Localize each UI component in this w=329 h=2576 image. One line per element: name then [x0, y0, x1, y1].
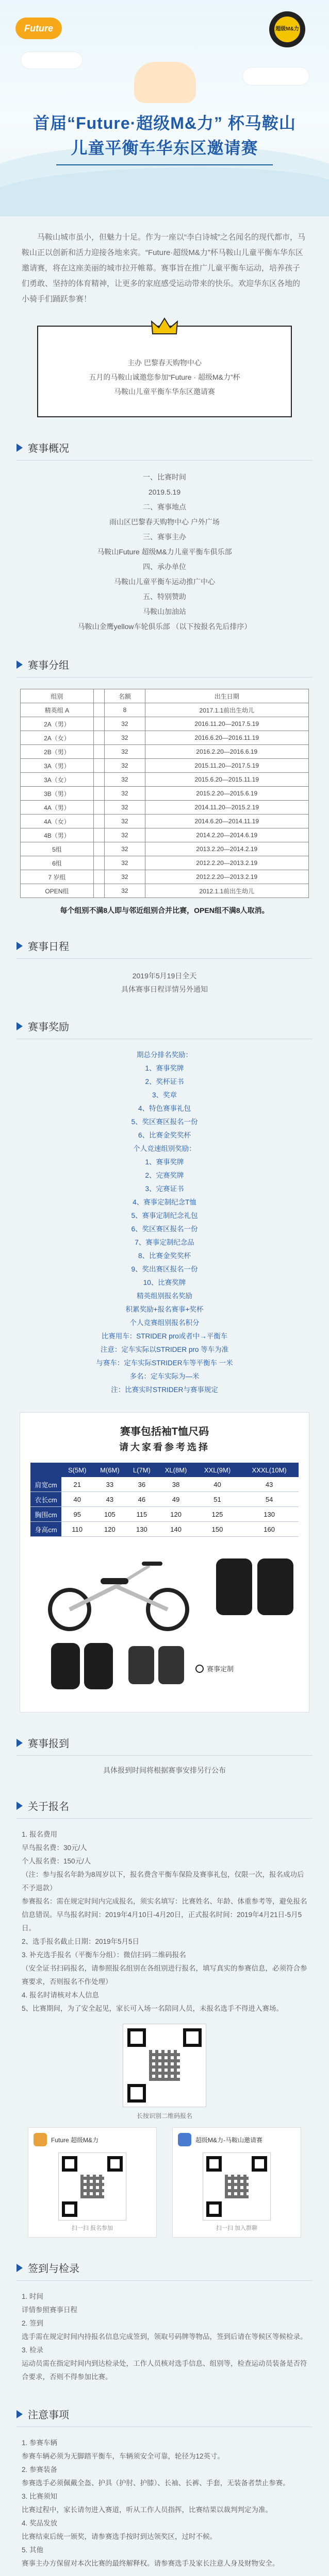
table-cell: 32 — [105, 828, 145, 842]
table-cell: 32 — [105, 745, 145, 759]
table-cell: 7 岁组 — [21, 870, 94, 884]
qr-finder-icon — [183, 2028, 202, 2047]
award-item: 6、奖区赛区报名一份 — [131, 1225, 198, 1233]
circle-icon — [195, 1665, 204, 1673]
qr-card-header — [178, 2133, 295, 2146]
table-header: 组别 — [21, 689, 94, 703]
groups-table — [20, 689, 309, 898]
overview-item: 四、承办单位 — [143, 563, 186, 571]
qr-finder-icon — [62, 2201, 77, 2217]
knee-pad-icon — [216, 1558, 252, 1615]
award-item: 8、比赛金奖奖杯 — [138, 1252, 191, 1260]
gear-photo — [20, 1545, 309, 1700]
groups-table-body — [21, 703, 309, 898]
section-header-report — [17, 1735, 329, 1750]
schedule-line: 具体赛事日程详情另外通知 — [121, 985, 208, 993]
signup-qr-code[interactable] — [123, 2024, 206, 2107]
gear-caption — [195, 1664, 234, 1673]
size-row-label: 肩宽cm — [30, 1477, 61, 1492]
award-item: 3、完赛证书 — [145, 1185, 184, 1193]
award-item: 10、比赛奖牌 — [143, 1279, 186, 1286]
table-cell: 2016.2.20—2016.6.19 — [145, 745, 308, 759]
signup-line: 5、比赛期间，为了安全起见，家长可入场一名陪同人员，未报名选手不得进入赛场。 — [22, 2005, 284, 2012]
footer-space — [0, 2570, 329, 2576]
table-header-row — [21, 689, 309, 703]
table-cell: 3A（男） — [21, 759, 94, 773]
section-title: 赛事报到 — [28, 1738, 69, 1750]
table-cell — [93, 773, 104, 787]
qr-code[interactable] — [203, 2153, 271, 2221]
overview-item: 二、赛事地点 — [143, 503, 186, 511]
award-item: 注：比赛实时STRIDER与赛事规定 — [111, 1386, 218, 1394]
future-logo: Future — [15, 18, 62, 39]
size-col-header — [30, 1463, 61, 1477]
award-item: 与赛车：定车实际STRIDER车等平衡车 一米 — [96, 1359, 233, 1367]
table-cell: 32 — [105, 759, 145, 773]
qr-card-left[interactable] — [28, 2127, 157, 2238]
award-item: 5、奖区赛区报名一份 — [131, 1118, 198, 1126]
table-cell — [93, 884, 104, 898]
table-row — [21, 856, 309, 870]
overview-item: 五、特别赞助 — [143, 592, 186, 601]
size-chart-subtitle: 请大家看参考选择 — [119, 1442, 210, 1452]
size-cell: 36 — [126, 1477, 157, 1492]
kid-illustration — [134, 62, 196, 103]
table-row — [21, 731, 309, 745]
table-cell: 2015.2.20—2015.6.19 — [145, 787, 308, 801]
table-cell: 3B（男） — [21, 787, 94, 801]
table-row — [21, 815, 309, 828]
table-row — [21, 773, 309, 787]
note-line: 比赛过程中，家长请勿进入赛道，听从工作人员指挥，比赛结果以裁判判定为准。 — [22, 2506, 272, 2514]
size-cell: 95 — [61, 1507, 93, 1522]
award-item: 2、完赛奖牌 — [145, 1172, 184, 1179]
triangle-icon — [17, 2264, 23, 2272]
section-title: 赛事日程 — [28, 941, 69, 953]
qr-pattern — [225, 2175, 249, 2198]
qr-finder-icon — [107, 2156, 123, 2172]
size-col-header: M(6M) — [93, 1463, 126, 1477]
award-item: 个人竞速组别奖励： — [133, 1145, 196, 1153]
club-logo-text: 超级M&力 — [274, 16, 300, 42]
checkin-line: 运动员需在指定时间内到达检录处，工作人员核对选手信息、组别等，检查运动员装备是否符合要求，否则不得参加比赛。 — [22, 2360, 307, 2381]
signup-line: （安全证书扫码报名，请参照报名组别在各组别进行报名，填写真实的参赛信息，必须符合参赛要求，否则报名不作处理） — [22, 1964, 307, 1986]
elbow-pad-icon — [51, 1643, 80, 1689]
size-cell: 105 — [93, 1507, 126, 1522]
award-item: 精英组别报名奖励 — [137, 1292, 192, 1300]
signup-line: 4. 报名时请核对本人信息 — [22, 1991, 100, 1999]
table-row — [21, 842, 309, 856]
size-col-header: XXXL(10M) — [240, 1463, 299, 1477]
size-table-body — [30, 1477, 299, 1537]
overview-item: 马鞍山儿童平衡车运动推广中心 — [114, 578, 215, 586]
triangle-icon — [17, 1802, 23, 1810]
award-item: 4、特色赛事礼包 — [138, 1105, 191, 1112]
table-cell: 5组 — [21, 842, 94, 856]
size-table-header — [30, 1463, 299, 1477]
section-title: 签到与检录 — [28, 2263, 79, 2275]
table-cell: 4A（男） — [21, 801, 94, 815]
gear-caption-text: 赛事定制 — [207, 1665, 234, 1673]
hero-banner — [0, 0, 329, 216]
signup-line: 早鸟报名费：30元/人 — [22, 1844, 87, 1852]
signup-list — [0, 1828, 329, 2015]
size-cell: 40 — [61, 1492, 93, 1507]
award-item: 1、赛事奖牌 — [145, 1064, 184, 1072]
table-cell: 2A（女） — [21, 731, 94, 745]
table-cell — [93, 856, 104, 870]
checkin-line: 详情参照赛事日程 — [22, 2306, 77, 2314]
size-cell: 115 — [126, 1507, 157, 1522]
award-item: 积累奖励+报名赛事+奖杯 — [125, 1306, 204, 1313]
divider — [17, 2280, 312, 2281]
size-cell: 120 — [93, 1522, 126, 1537]
size-row-label: 衣长cm — [30, 1492, 61, 1507]
triangle-icon — [17, 942, 23, 950]
triangle-icon — [17, 444, 23, 452]
table-cell — [93, 801, 104, 815]
table-cell: 2014.11.20—2015.2.19 — [145, 801, 308, 815]
size-cell: 51 — [195, 1492, 240, 1507]
glove-icon — [158, 1646, 184, 1684]
table-cell: 2012.2.20—2013.2.19 — [145, 856, 308, 870]
host-card — [37, 326, 292, 417]
award-item: 多名：定车实际为—米 — [129, 1372, 200, 1380]
knee-pad-icon — [257, 1558, 293, 1615]
divider — [17, 460, 312, 461]
divider — [17, 958, 312, 959]
table-header — [93, 689, 104, 703]
schedule-line: 2019年5月19日全天 — [132, 972, 197, 980]
awards-list — [0, 1048, 329, 1397]
note-line: 4. 奖品发放 — [22, 2519, 58, 2527]
award-item: 4、赛事定制纪念T恤 — [133, 1198, 196, 1206]
table-cell — [93, 717, 104, 731]
section-header-schedule — [17, 938, 329, 953]
table-cell: 2012.2.20—2013.2.19 — [145, 870, 308, 884]
table-cell — [93, 870, 104, 884]
overview-item: 马鞍山金鹰yellow车轮俱乐部 （以下按报名先后排序） — [77, 622, 252, 631]
section-header-overview — [17, 440, 329, 455]
size-cell: 130 — [240, 1507, 299, 1522]
size-col-header: S(5M) — [61, 1463, 93, 1477]
table-cell: 2012.1.1前出生幼儿 — [145, 884, 308, 898]
size-cell: 150 — [195, 1522, 240, 1537]
cloud-decoration — [21, 52, 83, 69]
size-table — [30, 1463, 299, 1537]
triangle-icon — [17, 1739, 23, 1747]
table-cell: 2B（男） — [21, 745, 94, 759]
table-cell — [93, 745, 104, 759]
table-cell: 6组 — [21, 856, 94, 870]
size-cell: 110 — [61, 1522, 93, 1537]
award-item: 比赛用车：STRIDER pro或者中→平衡车 — [101, 1332, 228, 1340]
qr-finder-icon — [252, 2156, 267, 2172]
size-cell: 130 — [126, 1522, 157, 1537]
host-line: 主办 巴黎春天购物中心 — [127, 359, 202, 367]
table-cell: 32 — [105, 731, 145, 745]
section-title: 注意事项 — [28, 2410, 69, 2421]
note-line: 参赛车辆必须为无脚踏平衡车，车辆须安全可靠，轮径为12英寸。 — [22, 2452, 225, 2460]
note-line: 赛事主办方保留对本次比赛的最终解释权。请参赛选手及家长注意人身及财物安全。 — [22, 2560, 279, 2567]
qr-code[interactable] — [58, 2153, 126, 2221]
host-line: 五月的马鞍山诚邀您参加“Future · 超级M&力”杯 — [89, 373, 240, 381]
section-header-groups — [17, 657, 329, 672]
qr-caption: 长按识别二维码报名 — [136, 2112, 192, 2120]
table-cell: 2017.1.1前出生幼儿 — [145, 703, 308, 717]
qr-card-right[interactable] — [172, 2127, 301, 2238]
table-row — [21, 745, 309, 759]
table-row — [21, 759, 309, 773]
table-row — [21, 828, 309, 842]
award-item: 7、赛事定制纪念品 — [135, 1239, 194, 1246]
table-cell: 2014.6.20—2014.11.19 — [145, 815, 308, 828]
glove-icon — [128, 1646, 154, 1684]
table-cell: 2016.6.20—2016.11.19 — [145, 731, 308, 745]
triangle-icon — [17, 660, 23, 669]
table-cell — [93, 815, 104, 828]
table-cell: 32 — [105, 815, 145, 828]
schedule-text — [0, 969, 329, 996]
host-line: 马鞍山儿童平衡车华东区邀请赛 — [114, 387, 215, 396]
table-header: 出生日期 — [145, 689, 308, 703]
table-cell: 32 — [105, 717, 145, 731]
award-item: 9、奖出赛区报名一份 — [131, 1265, 198, 1273]
note-line: 1. 参赛车辆 — [22, 2439, 58, 2447]
table-cell: 32 — [105, 773, 145, 787]
table-cell: 32 — [105, 787, 145, 801]
table-row — [21, 870, 309, 884]
table-cell: 2014.2.20—2014.6.19 — [145, 828, 308, 842]
table-cell — [93, 828, 104, 842]
table-cell: 8 — [105, 703, 145, 717]
size-cell: 46 — [126, 1492, 157, 1507]
qr-pattern — [80, 2175, 104, 2198]
overview-item: 2019.5.19 — [148, 488, 181, 496]
table-cell — [93, 731, 104, 745]
section-header-checkin — [17, 2260, 329, 2275]
section-header-awards — [17, 1019, 329, 1033]
title-divider — [56, 164, 273, 165]
signup-qr-wrap — [0, 2024, 329, 2107]
award-item: 个人竞赛组别报名积分 — [129, 1319, 200, 1327]
award-item: 2、奖杯证书 — [145, 1078, 184, 1086]
size-row-label: 身高cm — [30, 1522, 61, 1537]
size-cell: 120 — [157, 1507, 194, 1522]
groups-note: 每个组别不满8人即与邻近组别合并比赛，OPEN组不满8人取消。 — [60, 906, 269, 914]
section-title: 赛事概况 — [28, 443, 69, 454]
table-cell: 2013.2.20—2014.2.19 — [145, 842, 308, 856]
overview-list — [0, 470, 329, 634]
table-header: 名额 — [105, 689, 145, 703]
qr-card-header — [34, 2133, 151, 2146]
table-cell: 32 — [105, 884, 145, 898]
signup-line: 个人报名费：150元/人 — [22, 1857, 91, 1865]
size-cell: 40 — [195, 1477, 240, 1492]
table-cell: 2A（男） — [21, 717, 94, 731]
table-row — [21, 703, 309, 717]
table-cell: 32 — [105, 870, 145, 884]
event-title — [0, 111, 329, 165]
table-row — [30, 1507, 299, 1522]
table-cell: 4A（女） — [21, 815, 94, 828]
qr-finder-icon — [206, 2156, 222, 2172]
note-line: 3. 比赛须知 — [22, 2493, 58, 2500]
qr-card-name: Future 超级M&力 — [51, 2136, 99, 2144]
intro-paragraph: 马鞍山城市虽小，但魅力十足。作为一座以“李白诗城”之名闻名的现代都市，马鞍山正以创新和活力迎接各地来宾。“Future·超级M&力”杯马鞍山儿童平衡车华东区邀请赛，将在这座美丽的城市拉开帷幕。赛事旨在推广儿童平衡车运动，培养孩子们勇敢、坚持的体育精神，让更多的家庭感受运动带来的快乐。欢迎华东区各地的小骑手们踊跃参赛！ — [22, 233, 305, 303]
overview-item: 雨山区巴黎春天购物中心 户外广场 — [109, 518, 220, 526]
table-cell: 32 — [105, 842, 145, 856]
divider — [17, 1755, 312, 1756]
table-cell: 精英组 A — [21, 703, 94, 717]
title-line-2: 儿童平衡车华东区邀请赛 — [71, 139, 258, 157]
table-cell: 3A（女） — [21, 773, 94, 787]
overview-item: 马鞍山加油站 — [143, 607, 186, 616]
size-cell: 125 — [195, 1507, 240, 1522]
table-row — [21, 717, 309, 731]
table-cell: 4B（男） — [21, 828, 94, 842]
signup-line: （注：参与报名年龄为8周岁以下，报名费含平衡车保险及赛事礼包，仅限一次，报名成功后不予退款） — [22, 1871, 304, 1892]
table-cell — [93, 703, 104, 717]
size-col-header: L(7M) — [126, 1463, 157, 1477]
table-row — [30, 1492, 299, 1507]
size-chart-title: 赛事包括袖T恤尺码 — [120, 1426, 209, 1437]
table-cell: 2015.11.20—2017.5.19 — [145, 759, 308, 773]
qr-finder-icon — [127, 2028, 146, 2047]
award-item: 6、比赛金奖奖杯 — [138, 1131, 191, 1139]
size-cell: 38 — [157, 1477, 194, 1492]
elbow-pad-icon — [84, 1643, 113, 1689]
table-cell — [93, 759, 104, 773]
section-title: 赛事分组 — [28, 660, 69, 671]
award-item: 注意：定车实际以STRIDER pro 等车为准 — [100, 1346, 229, 1353]
table-row — [30, 1522, 299, 1537]
table-cell — [93, 842, 104, 856]
qr-card-caption: 扫一扫 报名参加 — [71, 2225, 113, 2231]
section-header-notes — [17, 2406, 329, 2421]
award-item: 5、赛事定制纪念礼包 — [131, 1212, 198, 1219]
triangle-icon — [17, 1022, 23, 1030]
signup-line: 3. 补充选手报名（平衡车分组）：微信扫码二维码报名 — [22, 1951, 186, 1959]
table-row — [21, 787, 309, 801]
divider — [17, 1818, 312, 1819]
title-line-1: 首届“Future·超级M&力” 杯马鞍山 — [33, 114, 296, 132]
qr-pattern — [149, 2050, 180, 2081]
qr-card-pair — [0, 2127, 329, 2238]
qr-finder-icon — [127, 2084, 146, 2103]
section-title: 赛事奖励 — [28, 1022, 69, 1033]
checkin-line: 选手需在规定时间内持报名信息完成签到，领取号码牌等物品，签到后请在等候区等候检录。 — [22, 2333, 307, 2341]
award-item: 期总分排名奖励： — [137, 1051, 192, 1059]
note-line: 参赛选手必须佩戴全盔、护具（护肘、护膝）、长袖、长裤、手套，无装备者禁止参赛。 — [22, 2479, 290, 2487]
size-cell: 33 — [93, 1477, 126, 1492]
size-cell: 49 — [157, 1492, 194, 1507]
table-row — [21, 884, 309, 898]
overview-item: 一、比赛时间 — [143, 473, 186, 481]
note-line: 5. 其他 — [22, 2546, 44, 2554]
table-cell: 2016.11.20—2017.5.19 — [145, 717, 308, 731]
triangle-icon — [17, 2410, 23, 2418]
qr-finder-icon — [62, 2156, 77, 2172]
table-cell: 32 — [105, 856, 145, 870]
cloud-decoration — [242, 67, 309, 86]
checkin-line: 2. 签到 — [22, 2319, 44, 2327]
signup-line: 参赛报名：需在规定时间内完成报名，须实名填写：比赛姓名、年龄、体重参考等，避免报名信息错误。早鸟报名时间：2019年4月10日-4月20日，正式报名时间：2019年4月21日-5月5日。 — [22, 1897, 307, 1932]
size-cell: 160 — [240, 1522, 299, 1537]
award-item: 3、奖章 — [152, 1091, 177, 1099]
overview-item: 马鞍山Future 超级M&力儿童平衡车俱乐部 — [97, 548, 232, 556]
size-cell: 140 — [157, 1522, 194, 1537]
table-cell: 32 — [105, 801, 145, 815]
checkin-line: 1. 时间 — [22, 2293, 44, 2300]
size-cell: 21 — [61, 1477, 93, 1492]
note-line: 比赛结束后统一颁奖，请参赛选手按时到达领奖区，过时不候。 — [22, 2533, 217, 2540]
table-cell: 2015.6.20—2015.11.19 — [145, 773, 308, 787]
qr-finder-icon — [206, 2201, 222, 2217]
checkin-line: 3. 检录 — [22, 2346, 44, 2354]
overview-item: 三、赛事主办 — [143, 533, 186, 541]
table-cell: OPEN组 — [21, 884, 94, 898]
size-cell: 54 — [240, 1492, 299, 1507]
avatar — [178, 2133, 191, 2146]
section-title: 关于报名 — [28, 1801, 69, 1812]
note-line: 2. 参赛装备 — [22, 2466, 58, 2473]
size-col-header: XL(8M) — [157, 1463, 194, 1477]
table-cell — [93, 787, 104, 801]
size-row-label: 胸围cm — [30, 1507, 61, 1522]
crown-icon — [151, 317, 178, 336]
checkin-list — [0, 2290, 329, 2384]
size-cell: 43 — [93, 1492, 126, 1507]
report-text: 具体报到时间将根据赛事安排另行公布 — [103, 1766, 226, 1774]
qr-card-name: 超级M&力-马鞍山邀请赛 — [195, 2136, 262, 2144]
signup-line: 2、选手报名截止日期：2019年5月5日 — [22, 1938, 140, 1945]
award-item: 1、赛事奖牌 — [145, 1158, 184, 1166]
size-col-header: XXL(9M) — [195, 1463, 240, 1477]
avatar — [34, 2133, 47, 2146]
size-cell: 43 — [240, 1477, 299, 1492]
table-row — [21, 801, 309, 815]
club-logo — [269, 11, 305, 47]
signup-line: 1. 报名费用 — [22, 1831, 58, 1838]
table-row — [30, 1477, 299, 1492]
qr-card-caption: 扫一扫 加入群聊 — [216, 2225, 258, 2231]
size-chart-card — [20, 1412, 309, 1713]
section-header-signup — [17, 1798, 329, 1813]
notes-list — [0, 2436, 329, 2570]
balance-bike-icon — [39, 1555, 204, 1633]
